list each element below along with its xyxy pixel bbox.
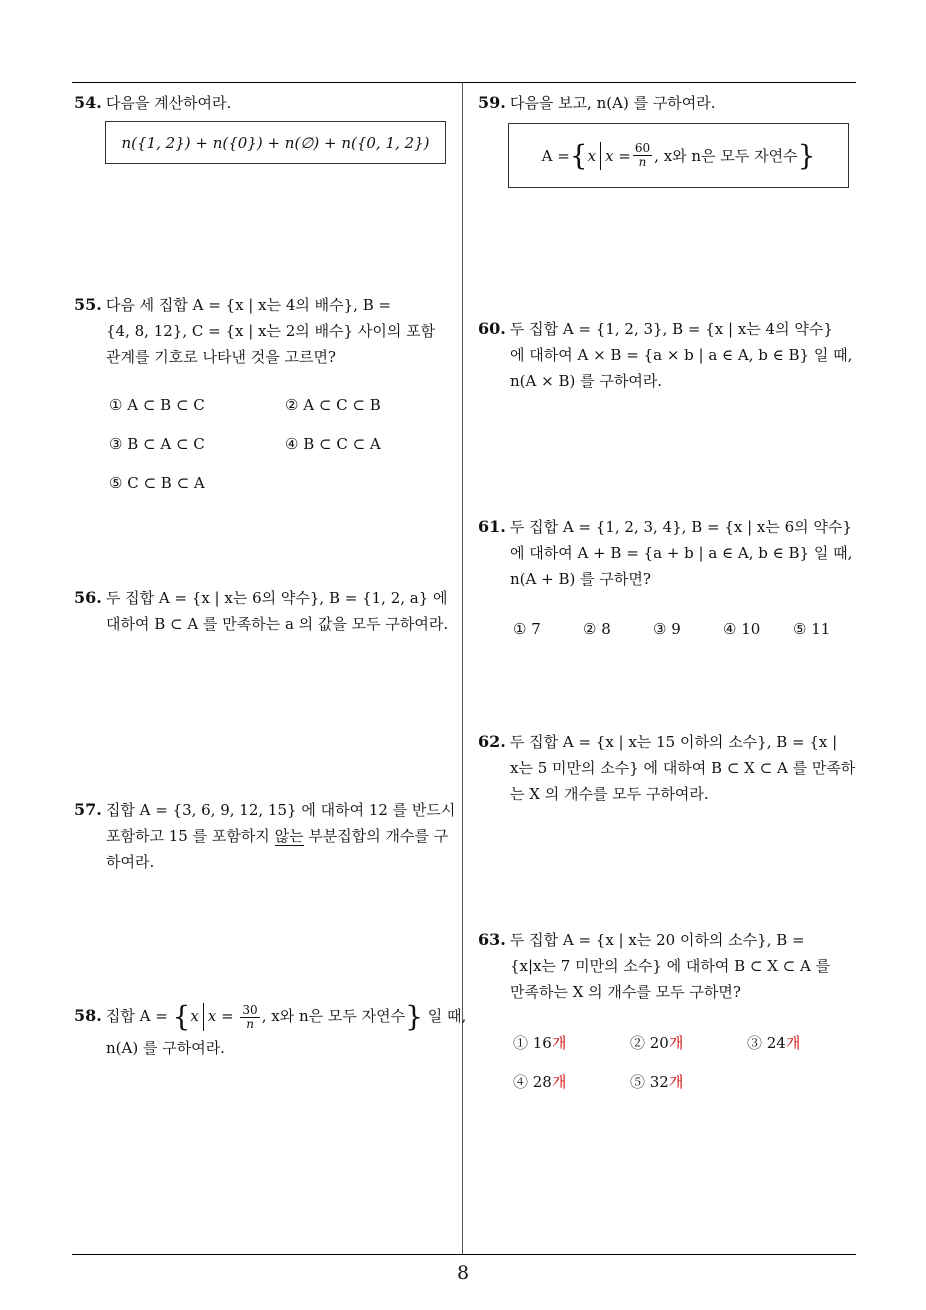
problem-text: 다음을 보고, n(A) 를 구하여라. — [509, 94, 716, 112]
problem-line-1: 두 집합 A = {x | x는 20 이하의 소수}, B = — [509, 931, 805, 949]
choice-5[interactable]: ⑤ 32개 — [630, 1073, 684, 1091]
column-divider — [462, 83, 463, 1254]
problem-line-1: 다음 세 집합 A = {x | x는 4의 배수}, B = — [105, 296, 392, 314]
unit-label: 개 — [668, 1034, 684, 1052]
top-rule — [72, 82, 856, 83]
problem-number: 61. — [478, 517, 506, 536]
problem-line-2: n(A) 를 구하여라. — [106, 1039, 225, 1057]
problem-line-2: 에 대하여 A × B = {a × b | a ∈ A, b ∈ B} 일 때, — [510, 346, 853, 364]
choice-2[interactable]: ② 8 — [583, 620, 611, 638]
problem-63 — [478, 927, 862, 1005]
choice-3[interactable]: ③ B ⊂ A ⊂ C — [109, 435, 205, 453]
formula: n({1, 2}) + n({0}) + n(∅) + n({0, 1, 2}) — [121, 133, 430, 152]
problem-55 — [74, 292, 458, 370]
problem-number: 54. — [74, 93, 102, 112]
page-number: 8 — [456, 1262, 470, 1284]
problem-line-1: 두 집합 A = {x | x는 6의 약수}, B = {1, 2, a} 에 — [105, 589, 448, 607]
formula-box-59: A = { x x = $\frac{60}{n}$ , x와 n은 모두 자연수 } — [508, 123, 849, 188]
fraction: $\frac{30}{n}$ — [242, 1002, 258, 1031]
problem-line-2: 에 대하여 A + B = {a + b | a ∈ A, b ∈ B} 일 때, — [510, 544, 853, 562]
problem-62 — [478, 729, 862, 807]
problem-number: 59. — [478, 93, 506, 112]
problem-line-2: {4, 8, 12}, C = {x | x는 2의 배수} 사이의 포함 — [106, 322, 436, 340]
fraction: $\frac{60}{n}$ — [634, 141, 651, 169]
unit-label: 개 — [551, 1073, 567, 1091]
problem-line-2: {x|x는 7 미만의 소수} 에 대하여 B ⊂ X ⊂ A 를 — [510, 957, 831, 975]
problem-line-1: 두 집합 A = {1, 2, 3}, B = {x | x는 4의 약수} — [509, 320, 833, 338]
underlined-word: 않는 — [274, 827, 304, 845]
problem-57 — [74, 797, 458, 875]
choice-2[interactable]: ② 20개 — [630, 1034, 684, 1052]
problem-line-1: 집합 A = {3, 6, 9, 12, 15} 에 대하여 12 를 반드시 — [105, 801, 456, 819]
problem-number: 58. — [74, 1006, 102, 1025]
choice-3[interactable]: ③ 9 — [653, 620, 681, 638]
choice-1[interactable]: ① 7 — [513, 620, 541, 638]
problem-line-1: 두 집합 A = {x | x는 15 이하의 소수}, B = {x | — [509, 733, 838, 751]
bottom-rule — [72, 1254, 856, 1255]
unit-label: 개 — [551, 1034, 567, 1052]
problem-61 — [478, 514, 862, 592]
problem-line-1: 두 집합 A = {1, 2, 3, 4}, B = {x | x는 6의 약수} — [509, 518, 852, 536]
formula-box-54 — [105, 121, 446, 164]
unit-label: 개 — [785, 1034, 801, 1052]
problem-number: 55. — [74, 295, 102, 314]
problem-line-3: 만족하는 X 의 개수를 모두 구하면? — [510, 983, 741, 1001]
left-brace: { — [172, 1000, 191, 1033]
problem-number: 57. — [74, 800, 102, 819]
problem-number: 60. — [478, 319, 506, 338]
set-bar — [600, 142, 601, 170]
choice-1[interactable]: ① A ⊂ B ⊂ C — [109, 396, 205, 414]
choice-3[interactable]: ③ 24개 — [747, 1034, 801, 1052]
choice-1[interactable]: ① 16개 — [513, 1034, 567, 1052]
choice-4[interactable]: ④ 28개 — [513, 1073, 567, 1091]
problem-number: 62. — [478, 732, 506, 751]
problem-line-3: n(A + B) 를 구하면? — [510, 570, 651, 588]
problem-line-3: n(A × B) 를 구하여라. — [510, 372, 663, 390]
problem-line-2: 포함하고 15 를 포함하지 않는 부분집합의 개수를 구 — [106, 827, 449, 845]
set-bar — [203, 1003, 204, 1031]
problem-text: 다음을 계산하여라. — [105, 94, 232, 112]
problem-54 — [74, 90, 231, 116]
left-brace: { — [569, 139, 588, 172]
unit-label: 개 — [668, 1073, 684, 1091]
choice-2[interactable]: ② A ⊂ C ⊂ B — [285, 396, 381, 414]
problem-number: 56. — [74, 588, 102, 607]
right-brace: } — [405, 1000, 423, 1033]
choice-4[interactable]: ④ 10 — [723, 620, 761, 638]
problem-58: 58. 집합 A = {x x = $\frac{30}{n}$ , x와 n은 모두 자연수} 일 때, n(A) 를 구하여라. — [74, 998, 458, 1061]
problem-59 — [478, 90, 716, 116]
problem-line-3: 는 X 의 개수를 모두 구하여라. — [510, 785, 709, 803]
problem-line-3: 하여라. — [106, 853, 155, 871]
choice-5[interactable]: ⑤ C ⊂ B ⊂ A — [109, 474, 205, 492]
choice-5[interactable]: ⑤ 11 — [793, 620, 831, 638]
problem-line-2: 대하여 B ⊂ A 를 만족하는 a 의 값을 모두 구하여라. — [106, 615, 449, 633]
problem-60 — [478, 316, 862, 394]
problem-number: 63. — [478, 930, 506, 949]
choice-4[interactable]: ④ B ⊂ C ⊂ A — [285, 435, 381, 453]
problem-line-3: 관계를 기호로 나타낸 것을 고르면? — [106, 348, 336, 366]
problem-line-2: x는 5 미만의 소수} 에 대하여 B ⊂ X ⊂ A 를 만족하 — [510, 759, 856, 777]
right-brace: } — [797, 139, 816, 172]
problem-56 — [74, 585, 458, 637]
